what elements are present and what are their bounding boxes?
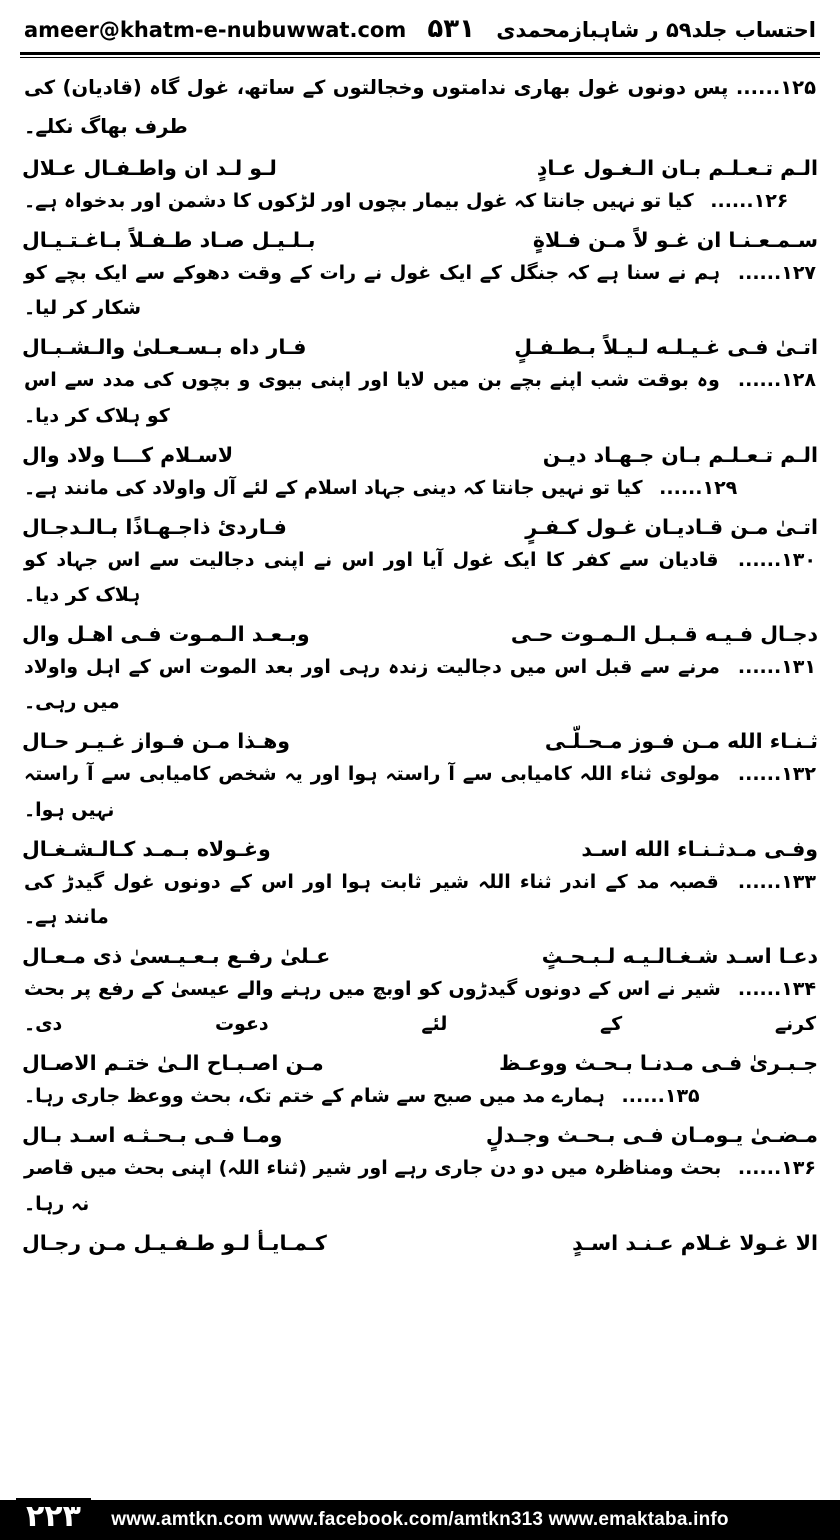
arabic-hemistich-second: دجـال فـيـه قـبـل الـمـوت حـى (510, 622, 818, 647)
arabic-hemistich-second: الـم تـعـلـم بـان جـهـاد ديـن (542, 442, 818, 467)
arabic-hemistich-first: كـمـايـأ لـو طـفـيـل مـن رجـال (22, 1230, 327, 1255)
page-header (18, 0, 822, 50)
verse-number: ۱۳۰...... (737, 548, 816, 571)
verse-number: ۱۲۸...... (737, 369, 816, 392)
arabic-hemistich-second: ثـنـاء الله مـن فـوز مـحـلّـى (544, 729, 818, 754)
arabic-verse (22, 1123, 818, 1147)
arabic-hemistich-first: وهـذا مـن فـواز غـيـر حـال (22, 729, 291, 754)
arabic-hemistich-second: سـمـعـنـا ان غـو لاً مـن فـلاةٍ (532, 228, 818, 253)
arabic-hemistich-first: وغـولاه بـمـد كـالـشـغـال (22, 836, 271, 861)
verse-number: ۱۳۵...... (621, 1085, 700, 1108)
arabic-hemistich-second: وفـى مـدثـنـاء الله اسـد (581, 836, 818, 861)
urdu-translation (24, 543, 816, 613)
urdu-translation (24, 757, 816, 827)
arabic-hemistich-second: الـم تـعـلـم بـان الـغـول عـادٍ (536, 156, 818, 180)
arabic-verse (22, 837, 818, 861)
intro-number: ۱۲۵...... (735, 76, 816, 99)
urdu-translation (24, 650, 816, 720)
page-content (18, 68, 822, 1255)
urdu-text: کیا تو نہیں جانتا کہ دینی جہاد اسلام کے لئے آل واولاد کی مانند ہے۔ (24, 476, 643, 499)
arabic-verse (22, 944, 818, 968)
urdu-text: ہم نے سنا ہے کہ جنگل کے ایک غول نے رات کے وقت دھوکے سے ایک بچے کو شکار کر لیا۔ (24, 262, 721, 320)
verse-number: ۱۲۷...... (737, 262, 817, 285)
arabic-hemistich-first: عـلىٰ رفـع بـعـيـسىٰ ذى مـعـال (22, 943, 331, 968)
footer-links[interactable]: www.amtkn.com www.facebook.com/amtkn313 www.emaktaba.info (111, 1509, 729, 1530)
arabic-hemistich-second: اتـىٰ فـى غـيـلـه لـيـلاً بـطـفـلٍ (514, 335, 818, 360)
urdu-text: قادیان سے کفر کا ایک غول آیا اور اس نے اپنی دجالیت سے اس جہاد کو ہلاک کر دیا۔ (24, 548, 719, 606)
urdu-text: مولوی ثناء اللہ کامیابی سے آ راستہ ہوا اور یہ شخص کامیابی سے آ راستہ نہیں ہوا۔ (24, 763, 720, 821)
arabic-hemistich-first: مـن اصـبـاح الـىٰ ختـم الاصـال (22, 1051, 324, 1076)
arabic-verse (22, 335, 818, 359)
urdu-translation (24, 1151, 816, 1221)
verse-number: ۱۳۶...... (737, 1157, 816, 1180)
urdu-translation (24, 471, 816, 506)
arabic-hemistich-first: فـار داه بـسـعـلىٰ والـشـبـال (22, 335, 307, 360)
verse-number: ۱۲۹...... (659, 476, 738, 499)
arabic-verse (22, 156, 818, 180)
urdu-translation (24, 256, 816, 326)
urdu-translation (24, 865, 816, 935)
verse-number: ۱۲۶...... (710, 190, 789, 212)
urdu-text: ہمارے مد میں صبح سے شام کے ختم تک، بحث ووعظ جاری رہا۔ (24, 1085, 605, 1108)
arabic-hemistich-second: مـضـىٰ يـومـان فـى بـحـث وجـدلٍ (485, 1123, 818, 1148)
header-page-number: ۵۳۱ (427, 14, 476, 44)
urdu-translation (24, 1079, 816, 1114)
urdu-text: مرنے سے قبل اس میں دجالیت زندہ رہی اور بعد الموت اس کے اہل واولاد میں رہی۔ (24, 656, 720, 714)
urdu-translation (24, 184, 816, 219)
arabic-hemistich-second: دعـا اسـد شـغـالـيـه لـبـحـثٍ (541, 943, 818, 968)
intro-paragraph (24, 68, 816, 146)
arabic-hemistich-first: فـاردىٔ ذاجـهـاذًا بـالـدجـال (22, 514, 287, 539)
urdu-text: وہ بوقت شب اپنے بچے بن میں لایا اور اپنی بیوی و بچوں کی مدد سے اس کو ہلاک کر دیا۔ (24, 369, 720, 427)
urdu-text: شیر نے اس کے دونوں گیدڑوں کو اوبچ میں رہنے والے عیسیٰ کے رفع پر بحث کرنے کے لئے دعوت دی۔ (24, 977, 816, 1036)
arabic-verse (22, 1051, 818, 1075)
urdu-text: کیا تو نہیں جانتا کہ غول بیمار بچوں اور لڑکوں کا دشمن اور بدخواہ ہے۔ (24, 190, 694, 212)
verse-number: ۱۳۳...... (737, 870, 816, 893)
arabic-hemistich-first: ومـا فـى بـحـثـه اسـد بـال (22, 1123, 283, 1148)
urdu-translation (24, 972, 816, 1042)
arabic-verse-last (22, 1231, 818, 1255)
contact-email: ameer@khatm-e-nubuwwat.com (24, 18, 407, 42)
arabic-verse (22, 622, 818, 646)
verse-number: ۱۳۱...... (737, 656, 816, 679)
verse-number: ۱۳۴...... (737, 977, 816, 1000)
arabic-hemistich-first: لاسـلام كـــا ولاد وال (22, 442, 234, 467)
arabic-verse (22, 228, 818, 252)
arabic-hemistich-second: الا غـولا غـلام عـنـد اسـدٍ (572, 1230, 818, 1255)
arabic-hemistich-first: بـلـيـل صـاد طـفـلاً بـاغـتـيـال (22, 228, 316, 253)
header-divider (20, 52, 820, 58)
arabic-hemistich-second: اتـىٰ مـن قـاديـان غـول كـفـرٍ (525, 514, 818, 539)
urdu-text: بحث ومناظرہ میں دو دن جاری رہے اور شیر (ثناء اللہ) اپنی بحث میں قاصر نہ رہا۔ (24, 1157, 722, 1215)
page-number-badge: ۲۲۳ (16, 1498, 91, 1538)
arabic-verse (22, 443, 818, 467)
intro-text: پس دونوں غول بھاری ندامتوں وخجالتوں کے ساتھ، غول گاہ (قادیان) کی طرف بھاگ نکلے۔ (24, 76, 729, 138)
arabic-hemistich-first: لـو لـد ان واطـفـال عـلال (22, 156, 277, 180)
page-footer (0, 1488, 840, 1540)
arabic-verse (22, 729, 818, 753)
arabic-verse (22, 515, 818, 539)
book-title: احتساب جلد۵۹ ر شاہبازمحمدی (496, 18, 816, 42)
verse-number: ۱۳۲...... (737, 763, 816, 786)
urdu-translation (24, 363, 816, 433)
urdu-text: قصبہ مد کے اندر ثناء اللہ شیر ثابت ہوا اور اس کے دونوں غول گیدڑ کی مانند ہے۔ (24, 870, 719, 928)
arabic-hemistich-second: جـبـرىٰ فـى مـدنـا بـحـث ووعـظ (499, 1051, 818, 1076)
arabic-hemistich-first: وبـعـد الـمـوت فـى اهـل وال (22, 622, 310, 647)
